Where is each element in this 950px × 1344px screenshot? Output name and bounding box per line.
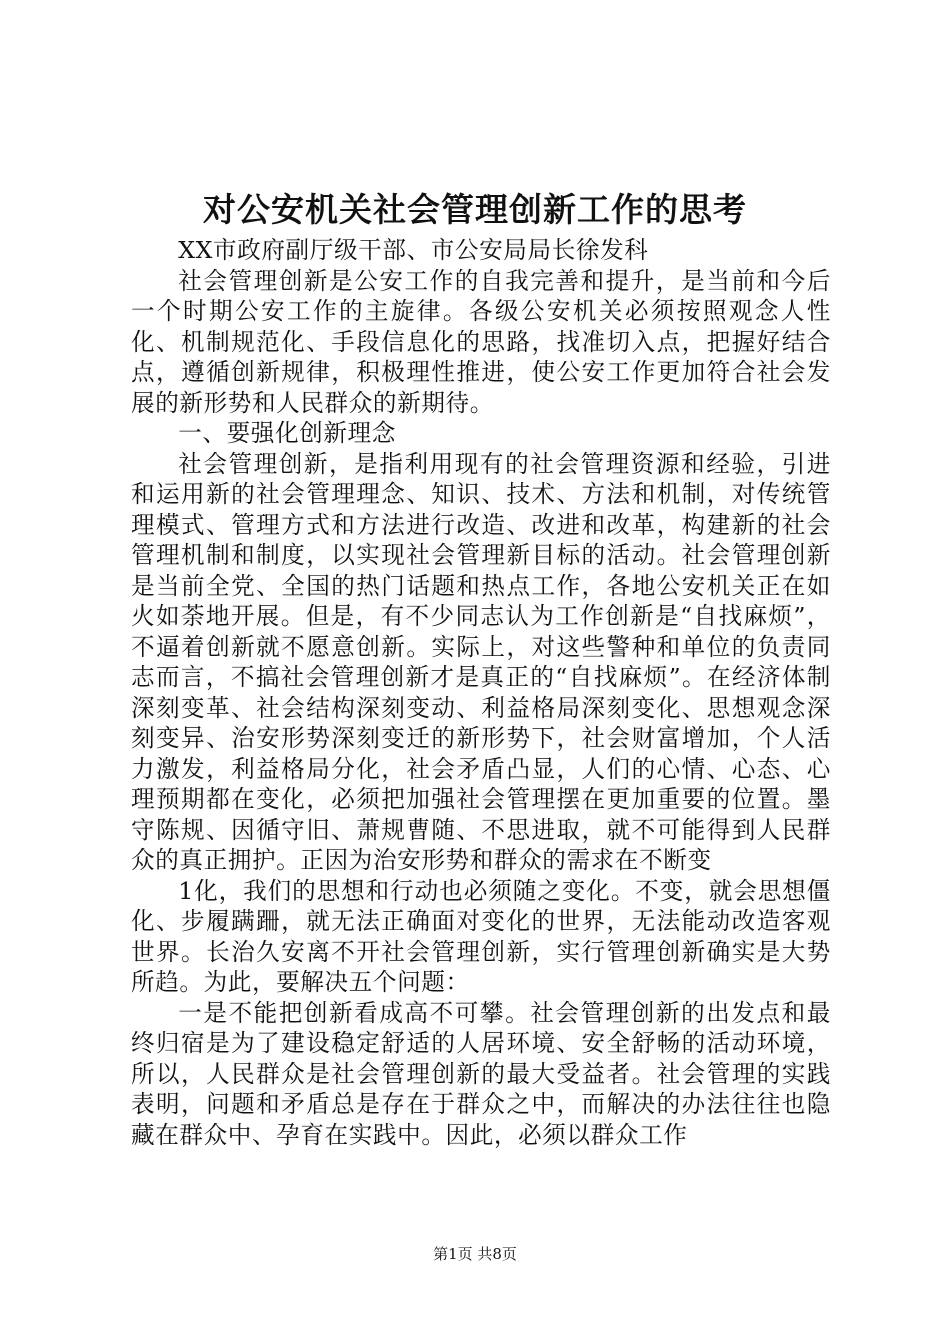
section-heading: 一、要强化创新理念 [178, 419, 396, 447]
author-line: XX市政府副厅级干部、市公安局局长徐发科 [178, 236, 649, 264]
document-title: 对公安机关社会管理创新工作的思考 [203, 190, 747, 229]
paragraph: 一是不能把创新看成高不可攀。社会管理创新的出发点和最终归宿是为了建设稳定舒适的人居环境、安全舒畅的活动环境，所以，人民群众是社会管理创新的最大受益者。社会管理的实践表明，问题和矛盾总是存在于群众之中，而解决的办法往往也隐藏在群众中、孕育在实践中。因此，必须以群众工作 [131, 998, 831, 1149]
paragraph: 1化，我们的思想和行动也必须随之变化。不变，就会思想僵化、步履蹒跚，就无法正确面对变化的世界，无法能动改造客观世界。长治久安离不开社会管理创新，实行管理创新确实是大势所趋。为此，要解决五个问题： [131, 876, 831, 996]
page-footer: 第1页 共8页 [433, 1245, 517, 1263]
paragraph: 社会管理创新，是指利用现有的社会管理资源和经验，引进和运用新的社会管理理念、知识、技术、方法和机制，对传统管理模式、管理方式和方法进行改造、改进和改革，构建新的社会管理机制和制度，以实现社会管理新目标的活动。社会管理创新是当前全党、全国的热门话题和热点工作，各地公安机关正在如火如荼地开展。但是，有不少同志认为工作创新是“自找麻烦”，不逼着创新就不愿意创新。实际上，对这些警种和单位的负责同志而言，不搞社会管理创新才是真正的“自找麻烦”。在经济体制深刻变革、社会结构深刻变动、利益格局深刻变化、思想观念深刻变异、治安形势深刻变迁的新形势下，社会财富增加，个人活力激发，利益格局分化，社会矛盾凸显，人们的心情、心态、心理预期都在变化，必须把加强社会管理摆在更加重要的位置。墨守陈规、因循守旧、萧规曹随、不思进取，就不可能得到人民群众的真正拥护。正因为治安形势和群众的需求在不断变 [131, 449, 831, 874]
document-body [131, 235, 831, 1150]
paragraph-intro: 社会管理创新是公安工作的自我完善和提升，是当前和今后一个时期公安工作的主旋律。各级公安机关必须按照观念人性化、机制规范化、手段信息化的思路，找准切入点，把握好结合点，遵循创新规律，积极理性推进，使公安工作更加符合社会发展的新形势和人民群众的新期待。 [131, 266, 831, 417]
